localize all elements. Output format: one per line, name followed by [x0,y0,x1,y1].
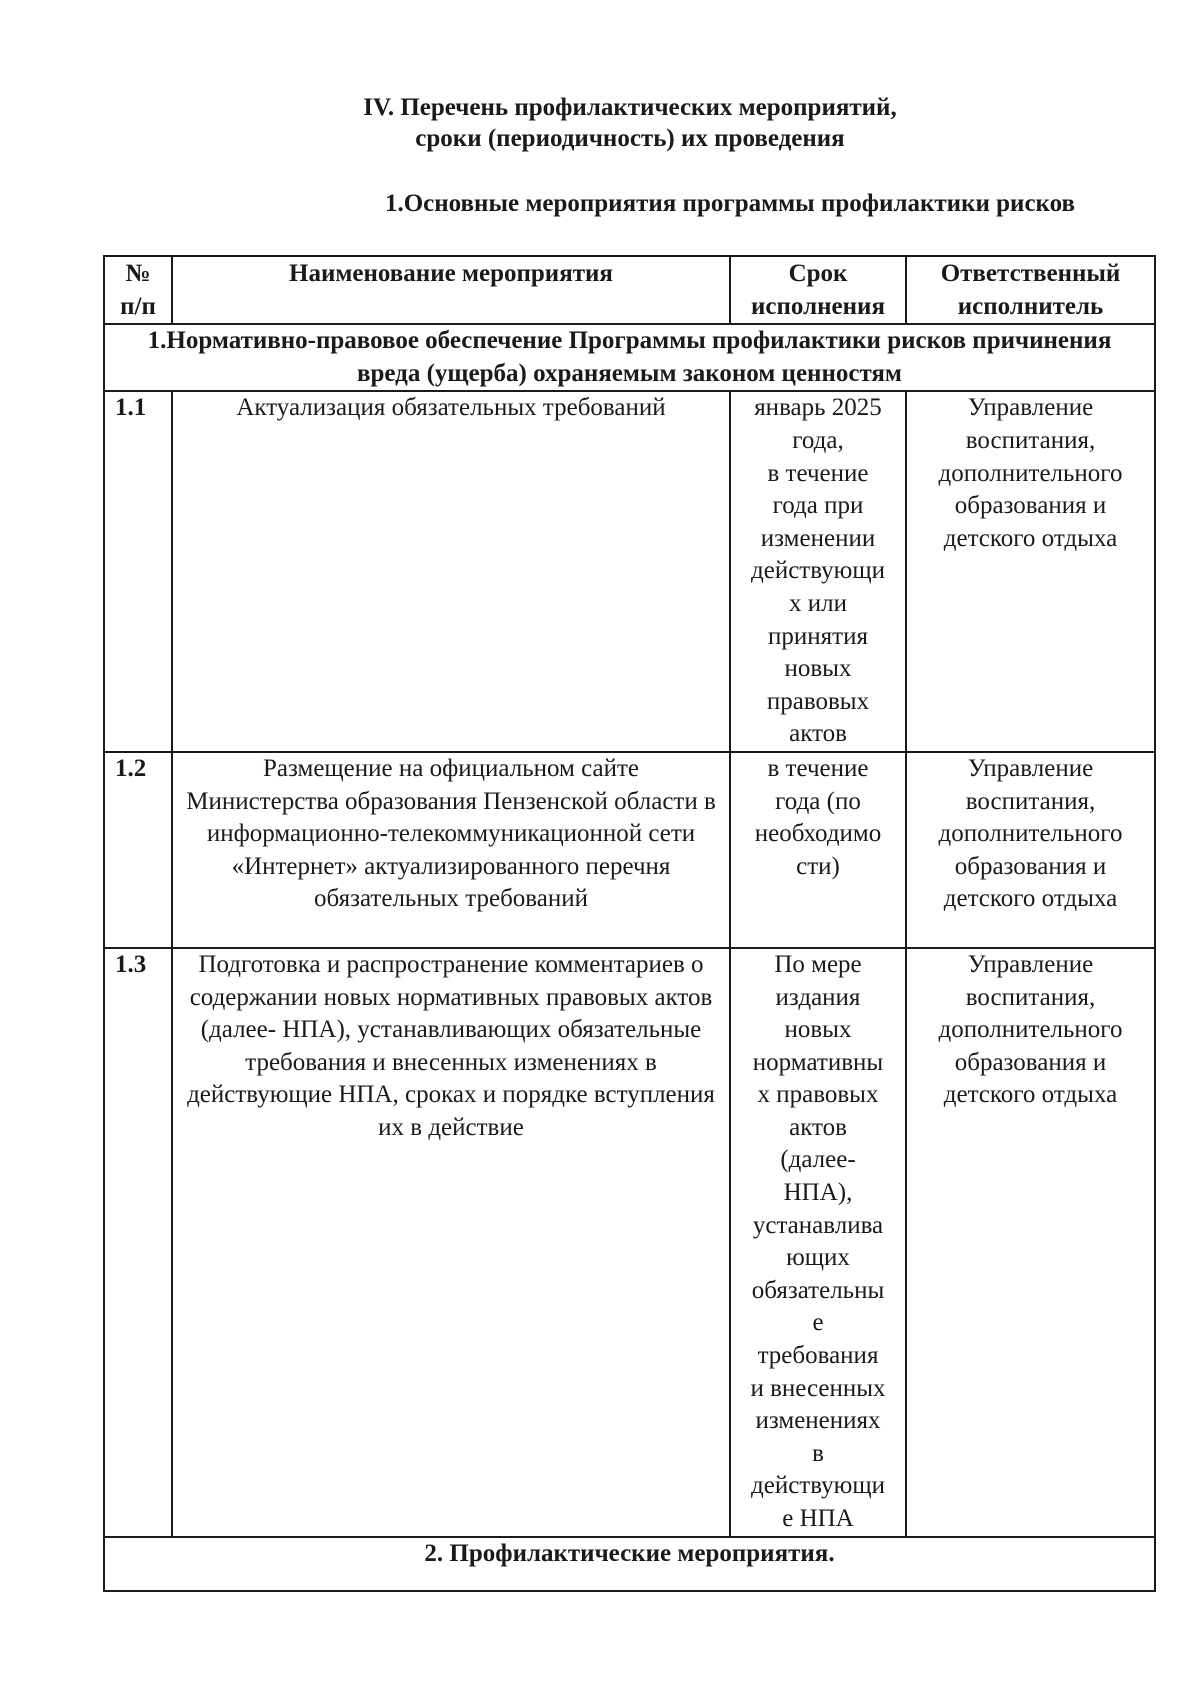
document-title [30,92,1200,154]
section-1-title: 1.Нормативно-правовое обеспечение Программы профилактики рисков причинения вреда (ущерба) охраняемым законом ценностям [104,324,1155,391]
table-row [104,752,1155,948]
section-row-2 [104,1537,1155,1591]
row-name: Актуализация обязательных требований [172,391,730,752]
row-responsible: Управление воспитания, дополнительного образования и детского отдыха [906,752,1155,948]
row-name: Подготовка и распространение комментариев о содержании новых нормативных правовых актов (далее- НПА), устанавливающих обязательные требования и внесенных изменениях в действующие НПА, сроках и порядке вступления их в действие [172,948,730,1537]
header-responsible: Ответственный исполнитель [906,256,1155,324]
title-line-2: сроки (периодичность) их проведения [415,125,845,152]
row-number: 1.3 [104,948,172,1537]
header-num: № п/п [104,256,172,324]
row-responsible: Управление воспитания, дополнительного образования и детского отдыха [906,391,1155,752]
title-line-1: IV. Перечень профилактических мероприятий, [363,94,897,121]
table-header-row [104,256,1155,324]
row-number: 1.1 [104,391,172,752]
section-subtitle: 1.Основные мероприятия программы профилактики рисков [384,190,1075,217]
row-term: январь 2025 года, в течение года при изменении действующи х или принятия новых правовых актов [730,391,906,752]
row-number: 1.2 [104,752,172,948]
table-row [104,391,1155,752]
activities-table [103,255,1156,1592]
row-name: Размещение на официальном сайте Министерства образования Пензенской области в информационно-телекоммуникационной сети «Интернет» актуализированного перечня обязательных требований [172,752,730,948]
header-name: Наименование мероприятия [172,256,730,324]
table-row [104,948,1155,1537]
row-responsible: Управление воспитания, дополнительного образования и детского отдыха [906,948,1155,1537]
section-row-1 [104,324,1155,391]
section-2-title: 2. Профилактические мероприятия. [104,1537,1155,1591]
row-term: в течение года (по необходимо сти) [730,752,906,948]
header-term: Срок исполнения [730,256,906,324]
row-term: По мере издания новых нормативны х правовых актов (далее- НПА), устанавлива ющих обязательны е требования и внесенных изменениях в действующи е НПА [730,948,906,1537]
